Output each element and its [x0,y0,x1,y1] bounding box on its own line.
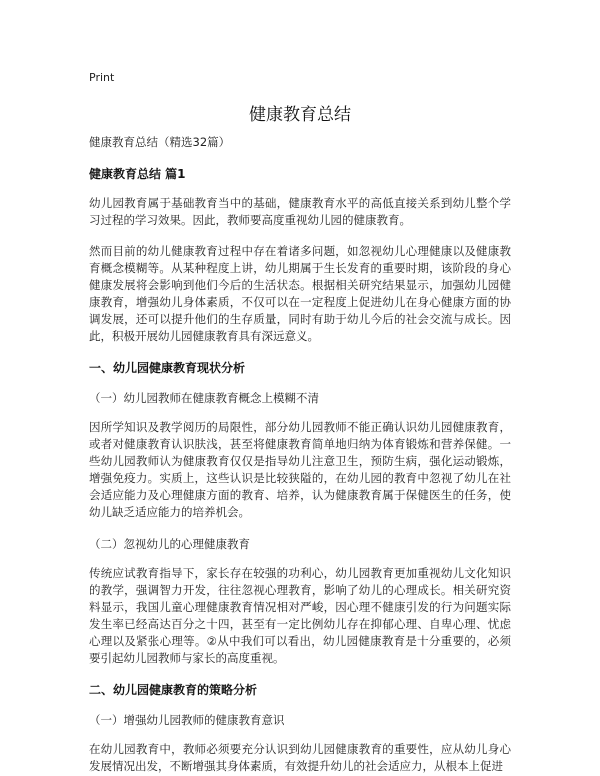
paragraph-5: 在幼儿园教育中，教师必须要充分认识到幼儿园健康教育的重要性，应从幼儿身心发展情况出发，不断增强其身体素质，有效提升幼儿的社会适应力，从根本上促进 [89,742,511,773]
subheading-2-1: （一）增强幼儿园教师的健康教育意识 [89,713,285,727]
heading-part-2: 二、幼儿园健康教育的策略分析 [89,683,258,697]
heading-part-1: 一、幼儿园健康教育现状分析 [89,361,246,375]
print-label[interactable]: Print [89,71,115,84]
paragraph-2: 然而目前的幼儿健康教育过程中存在着诸多问题，如忽视幼儿心理健康以及健康教育概念模糊等。从某种程度上讲，幼儿期属于生长发育的重要时期，该阶段的身心健康发展将会影响到他们今后的生活状态。根据相关研究结果显示，加强幼儿园健康教育，增强幼儿身体素质，不仅可以在一定程度上促进幼儿在身心健康方面的协调发展，还可以提升他们的生存质量，同时有助于幼儿今后的社会交流与成长。因此，积极开展幼儿园健康教育具有深远意义。 [89,244,511,343]
subheading-1-1: （一）幼儿园教师在健康教育概念上模糊不清 [89,391,319,405]
paragraph-4: 传统应试教育指导下，家长存在较强的功利心，幼儿园教育更加重视幼儿文化知识的教学，强调智力开发，往往忽视心理教育，影响了幼儿的心理成长。相关研究资料显示，我国儿童心理健康教育情况相对严峻，因心理不健康引发的行为问题实际发生率已经高达百分之十四，甚至有一定比例幼儿存在抑郁心理、自卑心理、忧虑心理以及紧张心理等。②从中我们可以看出，幼儿园健康教育是十分重要的，必须要引起幼儿园教师与家长的高度重视。 [89,566,511,665]
document-body [89,130,511,775]
paragraph-1: 幼儿园教育属于基础教育当中的基础，健康教育水平的高低直接关系到幼儿整个学习过程的学习效果。因此，教师要高度重视幼儿园的健康教育。 [89,196,511,227]
page-title: 健康教育总结 [249,105,351,125]
section-heading-1: 健康教育总结 篇1 [89,167,186,181]
document-subtitle: 健康教育总结（精选32篇） [89,135,231,149]
subheading-1-2: （二）忽视幼儿的心理健康教育 [89,537,250,551]
paragraph-3: 因所学知识及教学阅历的局限性，部分幼儿园教师不能正确认识幼儿园健康教育，或者对健康教育认识肤浅，甚至将健康教育简单地归纳为体育锻炼和营养保健。一些幼儿园教师认为健康教育仅仅是指导幼儿注意卫生，预防生病，强化运动锻炼，增强免疫力。实质上，这些认识是比较狭隘的，在幼儿园的教育中忽视了幼儿在社会适应能力及心理健康方面的教育、培养，认为健康教育属于保健医生的任务，使幼儿缺乏适应能力的培养机会。 [89,420,511,519]
